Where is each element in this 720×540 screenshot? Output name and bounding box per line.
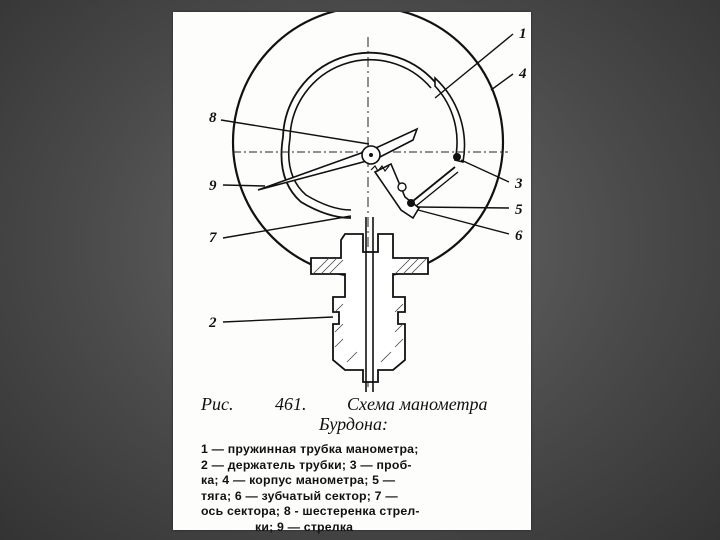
caption-fig: Рис.	[201, 394, 234, 414]
link-rod	[413, 167, 455, 201]
scanned-figure	[173, 12, 531, 534]
figure-caption	[201, 394, 531, 434]
label-5: 5	[515, 202, 523, 218]
label-3: 3	[515, 176, 523, 192]
toothed-sector	[375, 164, 419, 218]
legend-line: тяга; 6 — зубчатый сектор; 7 —	[201, 488, 398, 503]
legend-line: ка; 4 — корпус манометра; 5 —	[201, 473, 396, 487]
sector-axis	[398, 183, 406, 191]
legend-line: 2 — держатель трубки; 3 — проб-	[201, 457, 412, 472]
label-8: 8	[209, 110, 217, 126]
tube-holder	[311, 234, 428, 382]
label-9: 9	[209, 178, 217, 194]
bourdon-tube-outer	[435, 78, 464, 162]
caption-title-1: Схема манометра	[347, 394, 488, 414]
caption-title-2: Бурдона:	[319, 414, 388, 434]
tube-plug	[453, 153, 461, 161]
caption-number: 461.	[275, 394, 307, 414]
label-4: 4	[519, 66, 527, 82]
legend-line: ки; 9 — стрелка	[255, 519, 354, 534]
legend-line: ось сектора; 8 - шестеренка стрел-	[201, 504, 420, 518]
legend-line: 1 — пружинная трубка манометра;	[201, 442, 419, 456]
figure-legend	[201, 442, 531, 535]
label-7: 7	[209, 230, 217, 246]
label-2: 2	[209, 315, 217, 331]
label-6: 6	[515, 228, 523, 244]
label-1: 1	[519, 26, 527, 42]
